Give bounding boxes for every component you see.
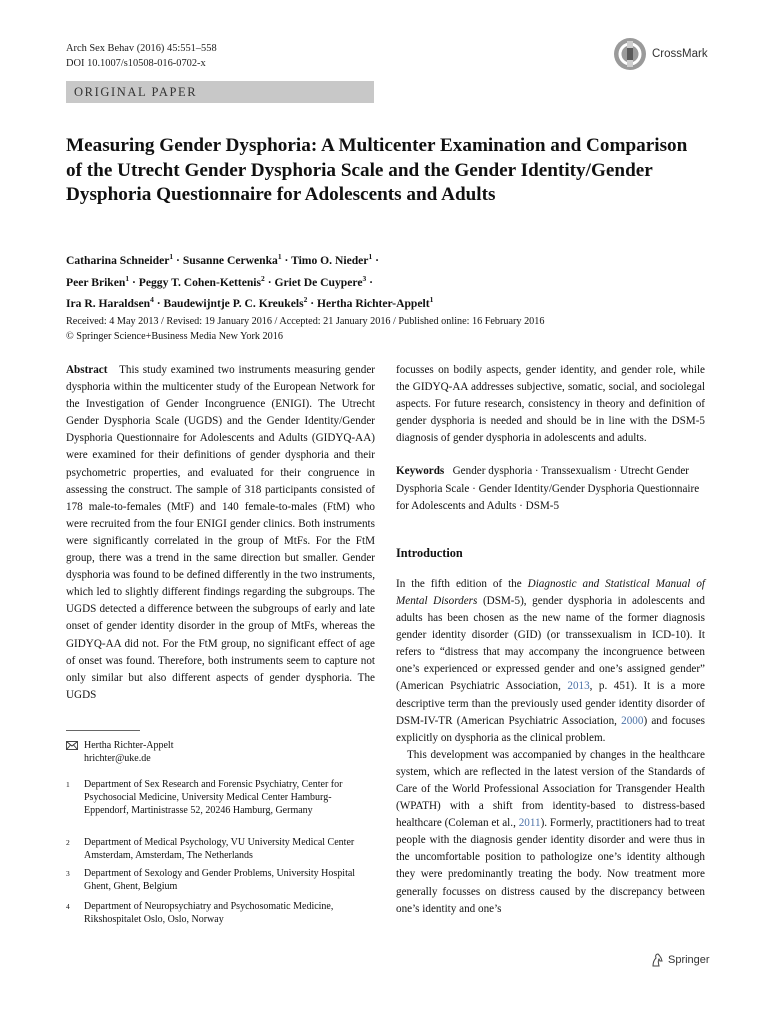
affiliation-number: 4 — [66, 902, 70, 911]
correspondence-name: Hertha Richter-Appelt — [84, 740, 174, 751]
citation-link[interactable]: 2000 — [621, 714, 644, 727]
author[interactable]: Susanne Cerwenka$^1$ — [182, 252, 282, 267]
envelope-icon — [66, 741, 78, 750]
author[interactable]: Griet De Cuypere$^3$ — [274, 273, 367, 289]
crossmark-badge[interactable] — [612, 36, 708, 72]
doi[interactable]: DOI 10.1007/s10508-016-0702-x — [66, 58, 206, 69]
author[interactable]: Ira R. Haraldsen$^4$ — [66, 295, 154, 310]
crossmark-label: CrossMark — [652, 48, 708, 60]
citation-link[interactable]: 2013 — [567, 680, 590, 693]
right-column — [396, 362, 705, 918]
author[interactable]: Peer Briken$^1$ — [66, 273, 130, 289]
citation-link[interactable]: 2011 — [518, 817, 541, 830]
author[interactable]: Peggy T. Cohen-Kettenis$^2$ — [138, 273, 265, 289]
affiliation-number: 2 — [66, 838, 70, 847]
author[interactable]: Hertha Richter-Appelt$^1$ — [317, 295, 434, 310]
footnote-divider — [66, 730, 140, 731]
publisher-logo — [650, 953, 710, 967]
affiliation — [66, 900, 375, 926]
affiliation — [66, 778, 375, 817]
abstract — [66, 362, 375, 704]
author[interactable]: Timo O. Nieder$^1$ — [291, 252, 373, 267]
publisher-name: Springer — [668, 954, 710, 966]
affiliation-text: Department of Neuropsychiatry and Psychosomatic Medicine, Rikshospitalet Oslo, Oslo, Norway — [84, 901, 334, 925]
article-type-band — [66, 81, 374, 103]
section-heading-introduction: Introduction — [396, 545, 463, 560]
left-column — [66, 362, 375, 704]
author[interactable]: Catharina Schneider$^1$ — [66, 252, 174, 267]
affiliation — [66, 867, 375, 893]
author-list: Catharina Schneider$^1$ · Susanne Cerwenka$^1$ · Timo O. Nieder$^1$ · Peer Briken$^1$ · Peggy T. Cohen-Kettenis$^2$ · Griet De Cuypere$^3$ · Ira R. Haraldsen$^4$ · Baudewijntje P. C. Kreukels$^2$ · Hertha Richter-Appelt$^1$ — [66, 252, 434, 310]
correspondence-email[interactable]: hrichter@uke.de — [84, 753, 151, 764]
abstract-text: This study examined two instruments measuring gender dysphoria within the multicenter study of the European Network for the Investigation of Gender Incongruence (ENIGI). The Utrecht Gender Dysphoria Scale (UGDS) and the Gender Identity/Gender Dysphoria Questionnaire for Adolescents and Adults (GIDYQ-AA) were examined for their definitions of gender dysphoria and their psychometric properties, and evaluated for their congruence in assessing the construct. The sample of 318 participants consisted of 178 male-to-females (MtF) and 140 female-to-males (FtM) who were recruited from the four ENIGI gender clinics. Both instruments were significantly correlated in the group of MtFs. For the FtM group, there was a trend in the same direction but smaller. Gender dysphoria was found to be defined differently in the two instruments, which led to slightly different findings regarding the subgroups. The UGDS detected a difference between the subgroups of early and late onset of gender identity disorder in the group of MtFs, whereas the GIDYQ-AA did not. For the FtM group, no significant effect of age of onset was found. Therefore, both instruments seem to capture not only similar but also different aspects of gender dysphoria. The UGDS — [66, 364, 375, 701]
affiliation-text: Department of Medical Psychology, VU University Medical Center Amsterdam, Amsterdam, The Netherlands — [84, 837, 355, 861]
article-title: Measuring Gender Dysphoria: A Multicenter Examination and Comparison of the Utrecht Gender Dysphoria Scale and the Gender Identity/Gender Dysphoria Questionnaire for Adolescents and Adults — [66, 135, 688, 205]
journal-citation: Arch Sex Behav (2016) 45:551–558 — [66, 43, 217, 54]
journal-header — [66, 41, 217, 71]
keywords — [396, 463, 705, 514]
crossmark-icon — [612, 36, 648, 72]
intro-paragraph-2: This development was accompanied by changes in the healthcare system, which are reflected in the latest version of the Standards of Care of the World Professional Association for Transgender Health (WPATH) with a shift from identity-based to distress-based healthcare (Coleman et al., 2011). Formerly, practitioners had to treat people with the diagnosis gender identity disorder and were thus in the uncomfortable position to pathologize one’s identity although they were predominantly treating the body. Now treatment more generally focusses on distress caused by the discrepancy between one’s identity and one’s — [396, 748, 705, 915]
keywords-label: Keywords — [396, 465, 445, 478]
affiliation-number: 1 — [66, 780, 70, 789]
affiliation — [66, 836, 375, 862]
article-type: ORIGINAL PAPER — [74, 85, 198, 99]
author[interactable]: Baudewijntje P. C. Kreukels$^2$ — [163, 295, 308, 310]
affiliation-number: 3 — [66, 869, 70, 878]
history-dates: Received: 4 May 2013 / Revised: 19 January 2016 / Accepted: 21 January 2016 / Published online: 16 February 2016 — [66, 316, 545, 327]
keywords-text: Gender dysphoria · Transsexualism · Utrecht Gender Dysphoria Scale · Gender Identity/Gender Dysphoria Questionnaire for Adolescents and Adults · DSM-5 — [396, 465, 700, 512]
article-dates — [66, 315, 706, 344]
affiliation-text: Department of Sex Research and Forensic Psychiatry, Center for Psychosocial Medicine, University Medical Center Hamburg-Eppendorf, Martinistrasse 52, 20246 Hamburg, Germany — [84, 779, 343, 816]
copyright: © Springer Science+Business Media New York 2016 — [66, 330, 283, 342]
dsm-title: Diagnostic and Statistical Manual of Mental Disorders — [396, 577, 705, 607]
affiliation-text: Department of Sexology and Gender Problems, University Hospital Ghent, Ghent, Belgium — [84, 868, 356, 892]
abstract-continued: focusses on bodily aspects, gender identity, and gender role, while the GIDYQ-AA addresses subjective, somatic, social, and sociolegal aspects. For future research, consistency in theory and definition of gender dysphoria is needed and should be in line with the DSM-5 diagnosis of gender dysphoria in adolescents and adults. — [396, 364, 705, 445]
correspondence — [66, 739, 375, 765]
intro-paragraph-1: In the fifth edition of the Diagnostic and Statistical Manual of Mental Disorders (DSM-5), gender dysphoria in adolescents and adults has been chosen as the new name of the former diagnosis gender identity disorder (GID) (or transsexualism in ICD-10). It refers to “distress that may accompany the incongruence between one’s experienced or expressed gender and one’s assigned gender” (American Psychiatric Association, 2013, p. 451). It is a more descriptive term than the previously used gender identity disorder of DSM-IV-TR (American Psychiatric Association, 2000) and focuses explicitly on dysphoria as the clinical problem. — [396, 577, 705, 744]
springer-horse-icon — [650, 953, 664, 967]
abstract-label: Abstract — [66, 364, 108, 376]
